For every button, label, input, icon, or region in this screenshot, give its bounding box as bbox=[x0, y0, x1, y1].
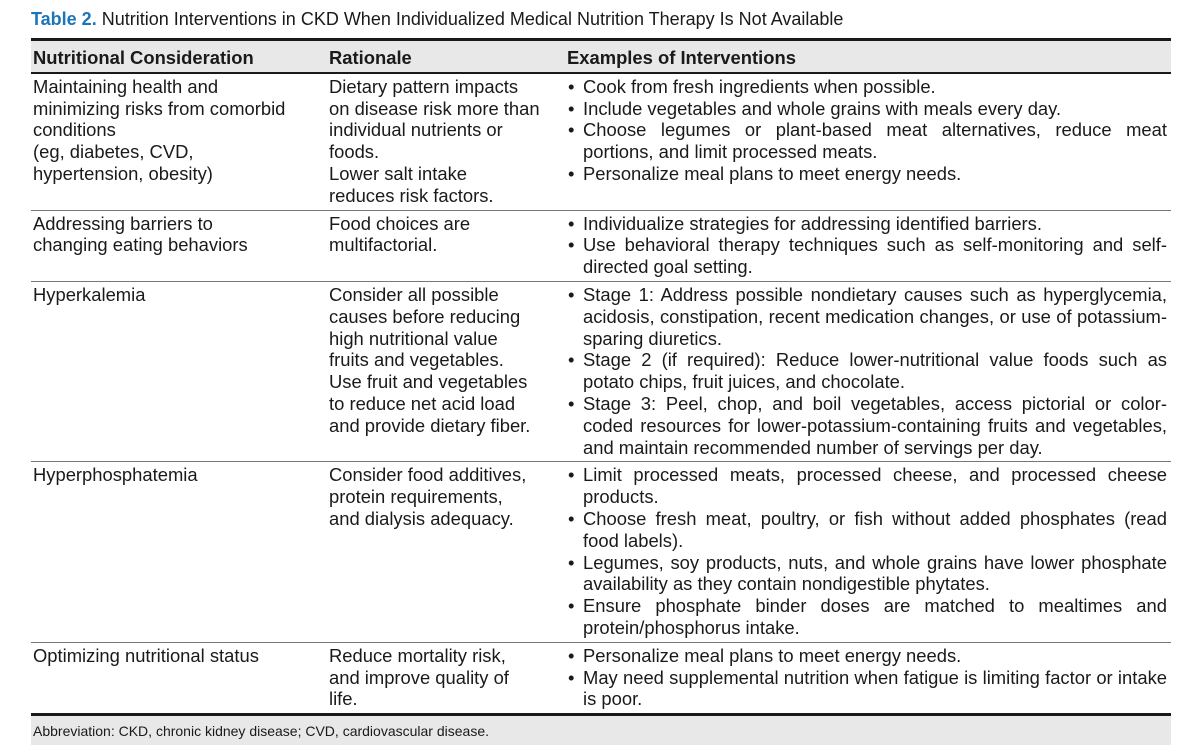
consideration-cell: Maintaining health and minimizing risks from comorbid conditions (eg, diabetes, CVD, hypertension, obesity) bbox=[31, 73, 327, 210]
intervention-item: • Limit processed meats, processed cheese, and processed cheese products. bbox=[567, 464, 1167, 508]
table-title: Nutrition Interventions in CKD When Individualized Medical Nutrition Therapy Is Not Available bbox=[101, 9, 844, 29]
interventions-list bbox=[567, 645, 1167, 710]
rationale-cell: Consider food additives, protein requirements, and dialysis adequacy. bbox=[327, 462, 565, 642]
table-body bbox=[31, 73, 1171, 715]
intervention-item: • Cook from fresh ingredients when possible. bbox=[567, 76, 1167, 98]
consideration-cell: Optimizing nutritional status bbox=[31, 642, 327, 714]
intervention-item: • Personalize meal plans to meet energy needs. bbox=[567, 163, 1167, 185]
header-rationale: Rationale bbox=[327, 40, 565, 73]
intervention-item: • Choose legumes or plant-based meat alternatives, reduce meat portions, and limit processed meats. bbox=[567, 119, 1167, 163]
table-caption bbox=[31, 8, 843, 30]
rationale-cell: Reduce mortality risk, and improve quality of life. bbox=[327, 642, 565, 714]
intervention-item: • Use behavioral therapy techniques such as self-monitoring and self-directed goal setting. bbox=[567, 234, 1167, 278]
interventions-cell bbox=[565, 281, 1171, 461]
intervention-item: • Legumes, soy products, nuts, and whole grains have lower phosphate availability as they contain nondigestible phytates. bbox=[567, 552, 1167, 596]
interventions-cell bbox=[565, 462, 1171, 642]
intervention-item: • May need supplemental nutrition when fatigue is limiting factor or intake is poor. bbox=[567, 667, 1167, 711]
nutrition-table-container bbox=[31, 38, 1171, 745]
rationale-cell: Consider all possible causes before reducing high nutritional value fruits and vegetables. Use fruit and vegetables to reduce net acid load and provide dietary fiber. bbox=[327, 281, 565, 461]
intervention-item: • Individualize strategies for addressing identified barriers. bbox=[567, 213, 1167, 235]
nutrition-interventions-table bbox=[31, 38, 1171, 716]
table-row bbox=[31, 210, 1171, 281]
table-row bbox=[31, 462, 1171, 642]
intervention-item: • Personalize meal plans to meet energy needs. bbox=[567, 645, 1167, 667]
table-footnote: Abbreviation: CKD, chronic kidney disease; CVD, cardiovascular disease. bbox=[31, 716, 1171, 745]
table-row bbox=[31, 281, 1171, 461]
header-examples-of-interventions: Examples of Interventions bbox=[565, 40, 1171, 73]
intervention-item: • Include vegetables and whole grains with meals every day. bbox=[567, 98, 1167, 120]
interventions-cell bbox=[565, 73, 1171, 210]
intervention-item: • Stage 1: Address possible nondietary causes such as hyperglycemia, acidosis, constipation, recent medication changes, or use of potassium-sparing diuretics. bbox=[567, 284, 1167, 349]
intervention-item: • Choose fresh meat, poultry, or fish without added phosphates (read food labels). bbox=[567, 508, 1167, 552]
interventions-cell bbox=[565, 210, 1171, 281]
rationale-cell: Food choices are multifactorial. bbox=[327, 210, 565, 281]
interventions-list bbox=[567, 464, 1167, 638]
rationale-cell: Dietary pattern impacts on disease risk more than individual nutrients or foods. Lower salt intake reduces risk factors. bbox=[327, 73, 565, 210]
intervention-item: • Stage 3: Peel, chop, and boil vegetables, access pictorial or color-coded resources for lower-potassium-containing fruits and vegetables, and maintain recommended number of servings per day. bbox=[567, 393, 1167, 458]
header-nutritional-consideration: Nutritional Consideration bbox=[31, 40, 327, 73]
consideration-cell: Addressing barriers to changing eating behaviors bbox=[31, 210, 327, 281]
interventions-list bbox=[567, 284, 1167, 458]
interventions-list bbox=[567, 76, 1167, 185]
interventions-cell bbox=[565, 642, 1171, 714]
intervention-item: • Ensure phosphate binder doses are matched to mealtimes and protein/phosphorus intake. bbox=[567, 595, 1167, 639]
consideration-cell: Hyperkalemia bbox=[31, 281, 327, 461]
interventions-list bbox=[567, 213, 1167, 278]
table-header-row bbox=[31, 40, 1171, 73]
table-row bbox=[31, 73, 1171, 210]
table-row bbox=[31, 642, 1171, 714]
table-label: Table 2. bbox=[31, 9, 97, 29]
intervention-item: • Stage 2 (if required): Reduce lower-nutritional value foods such as potato chips, fruit juices, and chocolate. bbox=[567, 349, 1167, 393]
consideration-cell: Hyperphosphatemia bbox=[31, 462, 327, 642]
